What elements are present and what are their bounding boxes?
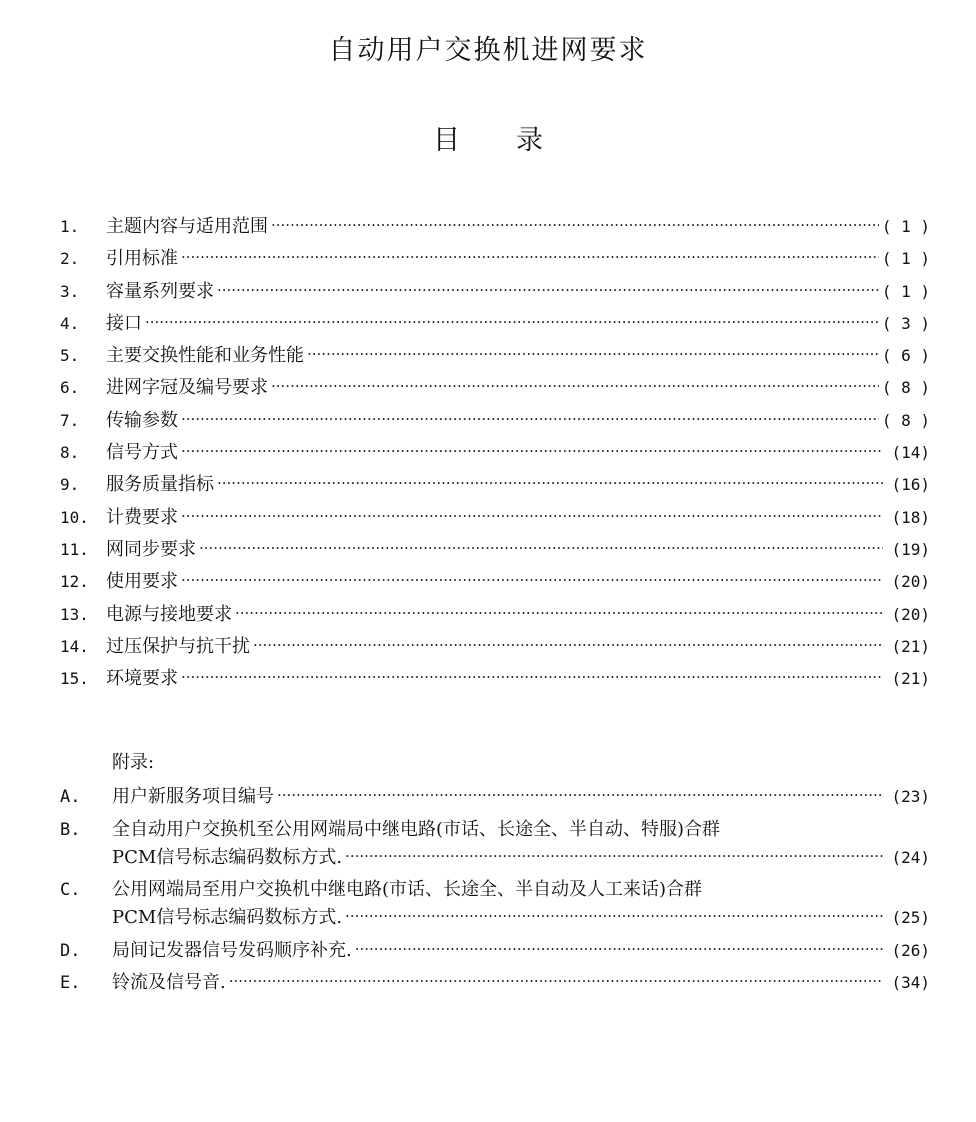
appendix-entry-e <box>60 968 930 1001</box>
appendix-entry-d <box>60 936 930 969</box>
toc-entry <box>60 470 930 502</box>
toc-heading-char-2: 录 <box>516 125 543 156</box>
toc-entry-number: 3. <box>60 281 80 301</box>
dot-leader <box>307 343 879 361</box>
toc-entry-page: (14) <box>891 443 930 463</box>
toc-entry <box>60 600 930 632</box>
dot-leader <box>199 537 883 555</box>
toc-entry-page: ( 1 ) <box>881 281 930 301</box>
appendix-entry-letter: E. <box>60 973 81 994</box>
appendix-entry-title-continued: PCM信号标志编码数标方式. <box>112 846 343 868</box>
toc-entry-title: 传输参数 <box>106 409 178 431</box>
appendix-entry-page: (24) <box>891 847 930 867</box>
toc-entry-title: 服务质量指标 <box>106 474 214 496</box>
toc-entry-page: ( 1 ) <box>881 217 930 236</box>
toc-entry-page: (18) <box>891 507 930 527</box>
appendix-entry-letter: B. <box>60 819 81 840</box>
appendix-entry-c-line-1 <box>60 875 930 903</box>
appendix-entry-letter: C. <box>60 880 81 901</box>
toc-entry-page: ( 3 ) <box>881 313 930 333</box>
toc-entry-page: (21) <box>891 636 930 656</box>
toc-entry <box>60 503 930 535</box>
dot-leader <box>181 569 883 587</box>
toc-entry-number: 13. <box>60 604 89 624</box>
dot-leader <box>217 279 879 297</box>
toc-entry-number: 14. <box>60 636 89 656</box>
appendix-entry-title: 公用网端局至用户交换机中继电路(市话、长途全、半自动及人工来话)合群 <box>112 879 703 901</box>
toc-entry-number: 2. <box>60 249 80 269</box>
toc-entry-title: 计费要求 <box>106 506 178 528</box>
toc-entry-title: 主要交换性能和业务性能 <box>106 345 304 367</box>
toc-entry <box>60 632 930 664</box>
appendix-entry-page: (25) <box>891 908 930 928</box>
toc-entry-title: 使用要求 <box>106 571 178 593</box>
toc-entry-number: 8. <box>60 443 80 463</box>
toc-entry-title: 引用标准 <box>106 248 178 270</box>
appendix-entry-title-continued: PCM信号标志编码数标方式. <box>112 907 343 929</box>
dot-leader <box>345 845 883 863</box>
dot-leader <box>355 938 883 956</box>
toc-heading <box>0 118 976 157</box>
toc-entry-page: (19) <box>891 539 930 559</box>
appendix-entry-title: 用户新服务项目编号 <box>112 786 274 807</box>
toc-heading-char-1: 目 <box>433 125 460 156</box>
appendix-entry-page: (34) <box>891 973 930 993</box>
toc-entry-title: 电源与接地要求 <box>106 603 232 625</box>
toc-entry <box>60 406 930 438</box>
toc-entry-number: 7. <box>60 410 80 430</box>
appendix-entry-letter: A. <box>60 787 81 807</box>
appendix-entry-a <box>60 782 930 815</box>
dot-leader <box>181 440 883 458</box>
toc-entry-title: 容量系列要求 <box>106 280 214 302</box>
toc-entry <box>60 341 930 373</box>
dot-leader <box>181 408 879 426</box>
dot-leader <box>217 472 883 490</box>
toc-entry-number: 11. <box>60 539 89 559</box>
dot-leader <box>235 602 883 620</box>
toc-entry <box>60 664 930 696</box>
dot-leader <box>181 505 883 523</box>
toc-entry-title: 接口 <box>106 312 142 334</box>
toc-entry-number: 1. <box>60 217 80 236</box>
appendix-entry-page: (26) <box>891 940 930 960</box>
toc-list <box>60 212 930 696</box>
toc-entry-page: (21) <box>891 669 930 689</box>
toc-entry-title: 网同步要求 <box>106 538 196 560</box>
toc-entry <box>60 535 930 567</box>
toc-entry-page: (16) <box>891 475 930 495</box>
dot-leader <box>145 311 879 329</box>
toc-entry-number: 9. <box>60 475 80 495</box>
toc-entry <box>60 277 930 309</box>
appendix-entry-b-line-2 <box>60 843 930 876</box>
dot-leader <box>271 375 879 393</box>
toc-entry-number: 6. <box>60 378 80 398</box>
dot-leader <box>271 214 879 232</box>
toc-entry-page: ( 1 ) <box>881 249 930 269</box>
toc-entry <box>60 244 930 276</box>
toc-entry-title: 信号方式 <box>106 442 178 464</box>
appendix-entry-title: 全自动用户交换机至公用网端局中继电路(市话、长途全、半自动、特服)合群 <box>112 818 721 840</box>
toc-entry-title: 主题内容与适用范围 <box>106 216 268 237</box>
toc-entry-page: ( 8 ) <box>881 410 930 430</box>
document-title: 自动用户交换机进网要求 <box>328 35 648 66</box>
toc-entry-page: (20) <box>891 604 930 624</box>
appendix-entry-title: 局间记发器信号发码顺序补充. <box>112 939 352 961</box>
toc-entry-number: 15. <box>60 669 89 689</box>
appendix-entry-page: (23) <box>891 787 930 806</box>
appendix-list <box>60 782 930 1001</box>
toc-entry-title: 环境要求 <box>106 668 178 690</box>
appendix-entry-title: 铃流及信号音. <box>112 972 226 994</box>
toc-entry-page: ( 8 ) <box>881 378 930 398</box>
toc-entry-title: 进网字冠及编号要求 <box>106 377 268 399</box>
dot-leader <box>277 784 883 802</box>
toc-entry-page: ( 6 ) <box>881 346 930 366</box>
toc-entry <box>60 567 930 599</box>
toc-entry-number: 12. <box>60 572 89 592</box>
toc-entry-number: 5. <box>60 346 80 366</box>
toc-entry-number: 10. <box>60 507 89 527</box>
toc-entry <box>60 309 930 341</box>
dot-leader <box>345 905 883 923</box>
toc-entry-page: (20) <box>891 572 930 592</box>
toc-entry <box>60 438 930 470</box>
appendix-entry-letter: D. <box>60 940 81 961</box>
toc-entry <box>60 373 930 405</box>
toc-entry-title: 过压保护与抗干扰 <box>106 635 250 657</box>
dot-leader <box>181 246 879 264</box>
dot-leader <box>181 666 883 684</box>
toc-entry <box>60 212 930 244</box>
dot-leader <box>229 970 883 988</box>
dot-leader <box>253 634 883 652</box>
toc-entry-number: 4. <box>60 313 80 333</box>
appendix-label: 附录: <box>112 752 155 773</box>
appendix-entry-b-line-1 <box>60 815 930 843</box>
appendix-entry-c-line-2 <box>60 903 930 936</box>
